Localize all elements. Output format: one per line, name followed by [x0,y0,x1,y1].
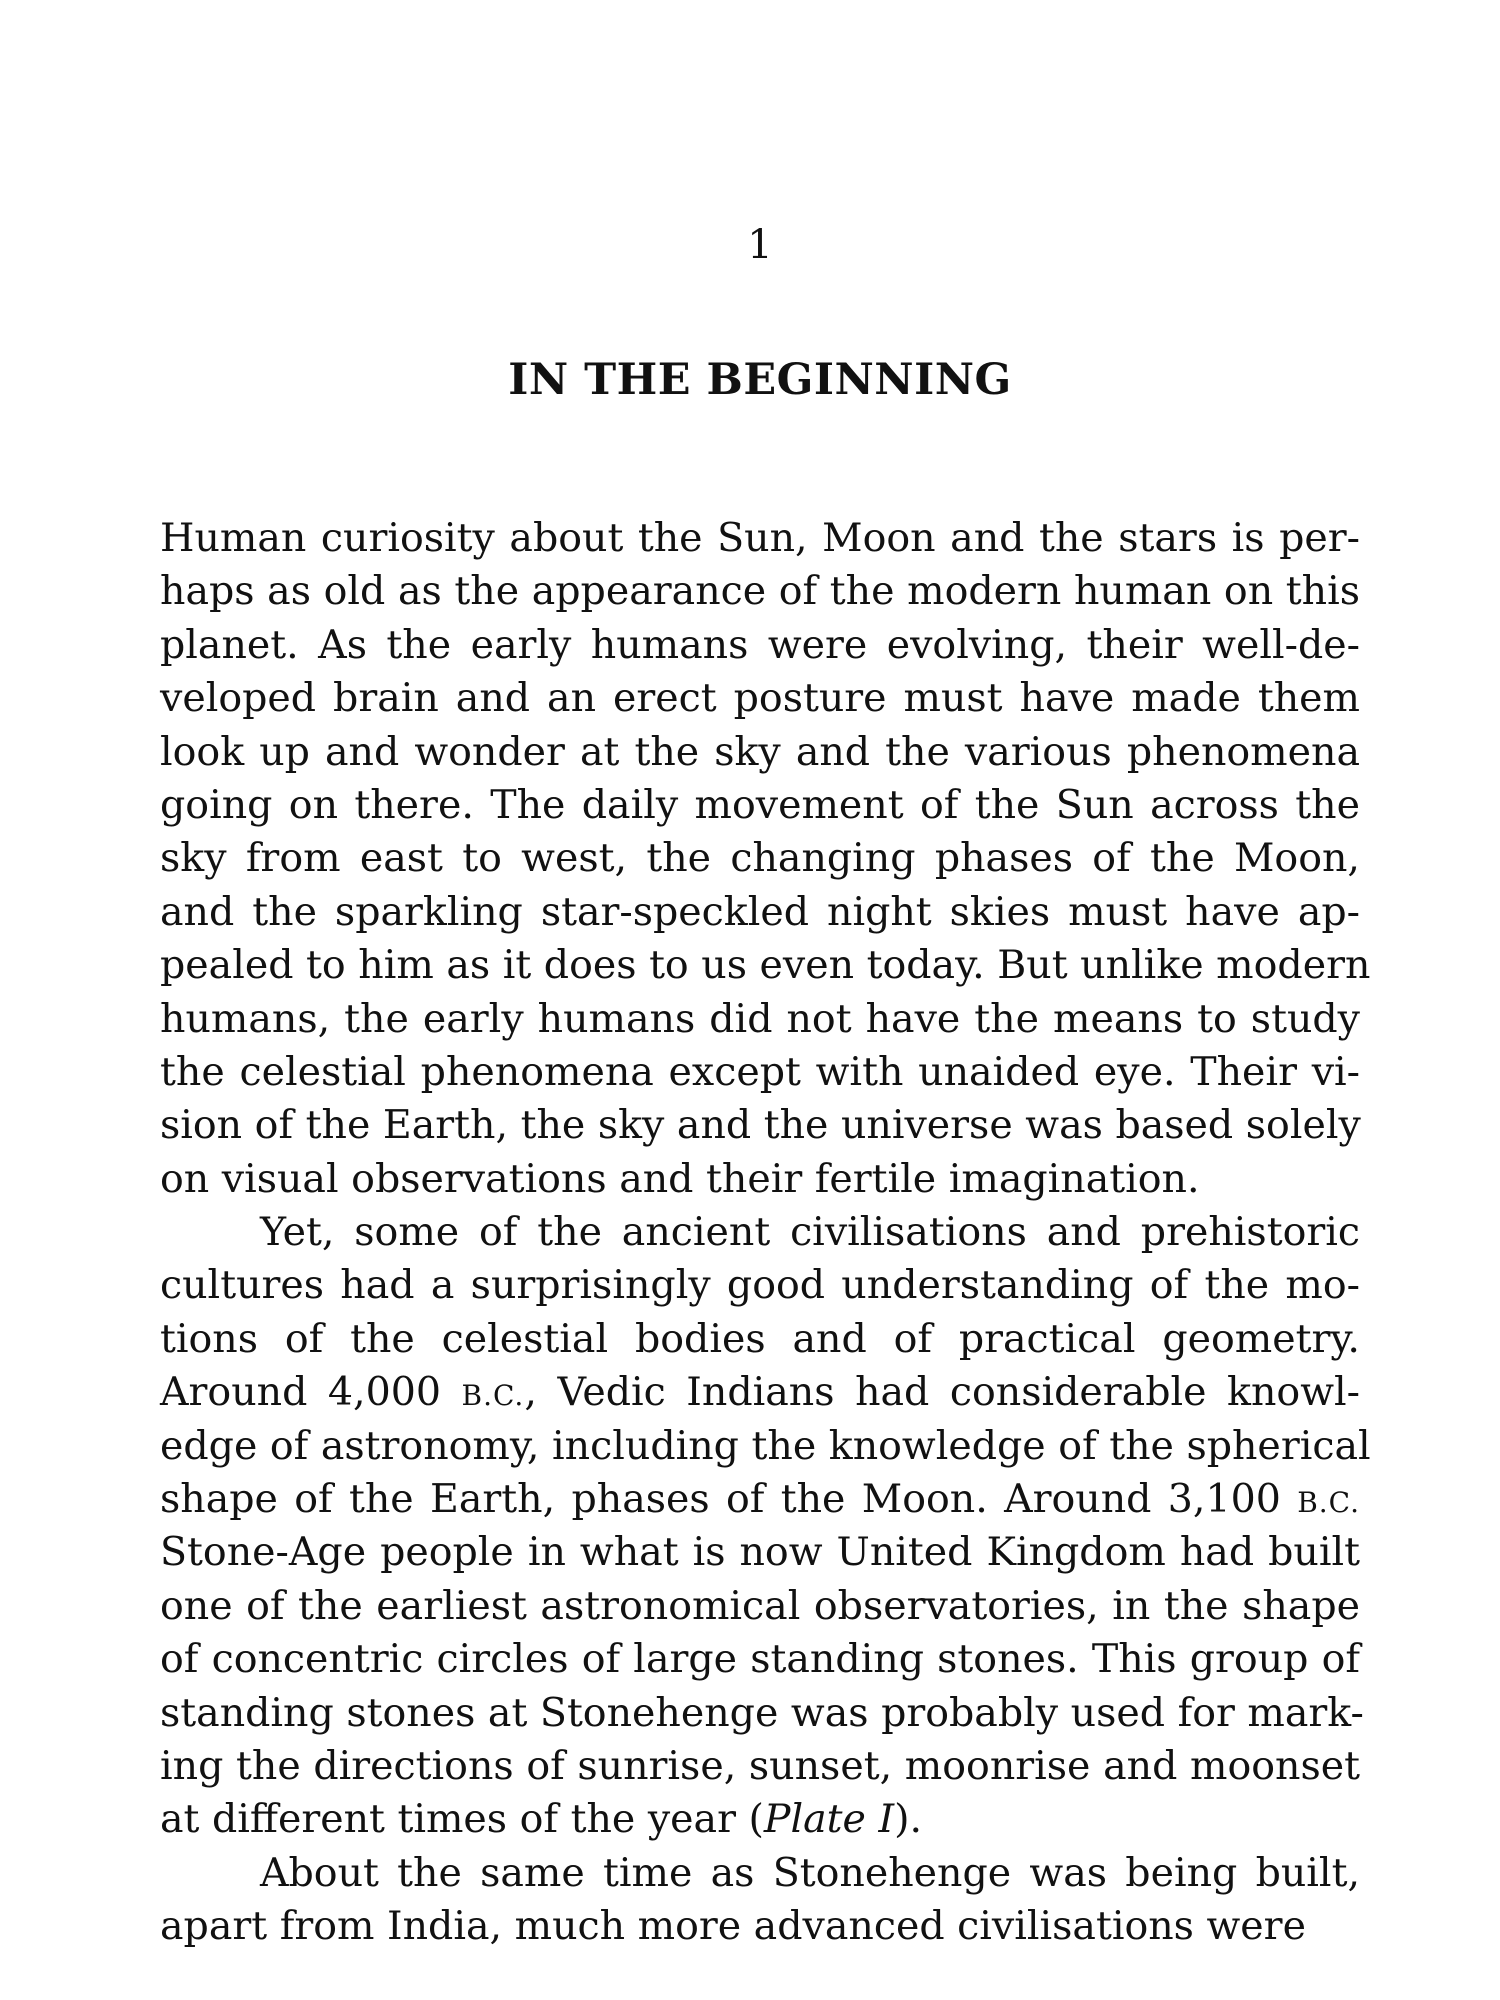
chapter-body [160,512,1371,1954]
text-line: one of the earliest astronomical observatories, in the shape [160,1582,1360,1629]
text-segment: shape of the Earth, phases of the Moon. Around 3,100 [160,1476,1298,1523]
text-line [160,1366,1360,1419]
text-line: look up and wonder at the sky and the various phenomena [160,728,1360,775]
text-line: cultures had a surprisingly good understanding of the mo- [160,1262,1360,1309]
text-line [160,1473,1360,1526]
era-abbreviation: B.C. [1297,1486,1360,1520]
text-line: sky from east to west, the changing phases of the Moon, [160,835,1360,882]
text-line: About the same time as Stonehenge was being built, [260,1849,1360,1896]
text-line: Yet, some of the ancient civilisations and prehistoric [260,1209,1360,1256]
text-line: of concentric circles of large standing stones. This group of [160,1636,1360,1683]
chapter-number: 1 [747,222,773,268]
text-segment: Around 4,000 [160,1369,462,1416]
text-line: the celestial phenomena except with unaided eye. Their vi- [160,1048,1360,1095]
text-line: pealed to him as it does to us even today. But unlike modern [160,942,1371,989]
text-segment: , Vedic Indians had considerable knowl- [524,1369,1361,1416]
text-line: and the sparkling star-speckled night skies must have ap- [160,888,1360,935]
text-line: apart from India, much more advanced civilisations were [160,1903,1306,1950]
text-line: sion of the Earth, the sky and the universe was based solely [160,1102,1361,1149]
plate-reference: Plate I [763,1796,895,1843]
text-line: haps as old as the appearance of the modern human on this [160,568,1360,615]
text-line: standing stones at Stonehenge was probably used for mark- [160,1689,1364,1736]
text-line: Human curiosity about the Sun, Moon and the stars is per- [160,515,1360,561]
text-line: going on there. The daily movement of the Sun across the [160,781,1360,828]
text-line: tions of the celestial bodies and of practical geometry. [160,1315,1360,1362]
text-segment: ). [894,1796,923,1843]
era-abbreviation: B.C. [461,1379,525,1413]
paragraph [160,1847,1360,1954]
paragraph [160,512,1371,1206]
text-line: planet. As the early humans were evolving, their well-de- [160,621,1360,668]
chapter-title: IN THE BEGINNING [508,355,1012,405]
text-segment: at different times of the year ( [160,1796,764,1843]
text-line: edge of astronomy, including the knowledge of the spherical [160,1422,1371,1469]
text-line: humans, the early humans did not have the means to study [160,995,1360,1042]
paragraph [160,1206,1371,1847]
text-line [160,1793,1360,1846]
text-line: on visual observations and their fertile imagination. [160,1155,1200,1202]
text-line: ing the directions of sunrise, sunset, moonrise and moonset [160,1742,1360,1789]
text-line: veloped brain and an erect posture must have made them [160,675,1360,722]
text-line: Stone-Age people in what is now United Kingdom had built [160,1529,1360,1576]
